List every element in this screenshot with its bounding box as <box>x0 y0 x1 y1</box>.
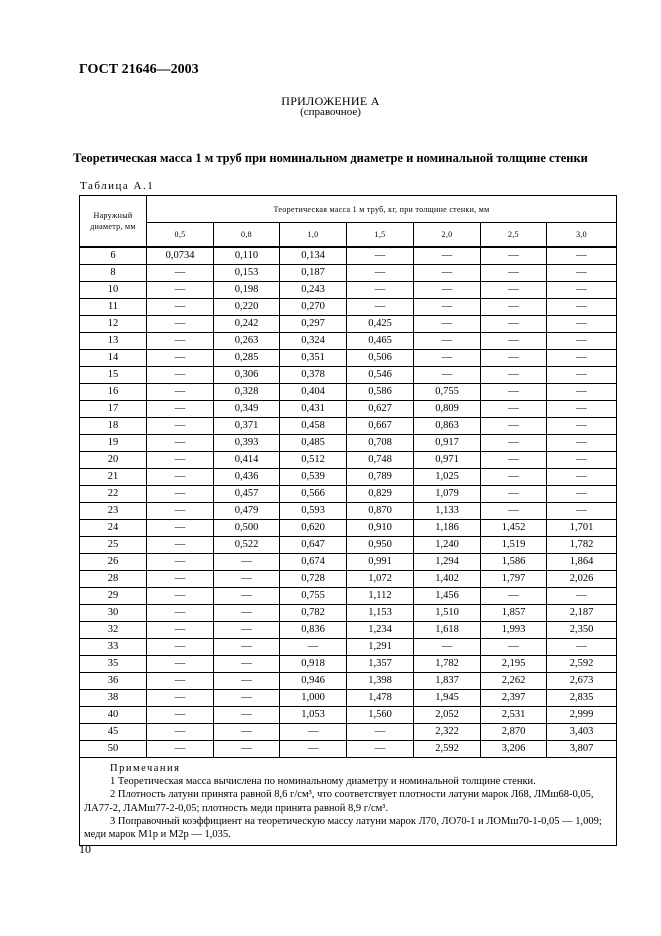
mass-cell: — <box>481 401 547 418</box>
diameter-cell: 33 <box>80 639 147 656</box>
mass-cell: — <box>547 435 617 452</box>
mass-cell: — <box>147 724 214 741</box>
mass-cell: — <box>414 299 481 316</box>
mass-cell: 1,945 <box>414 690 481 707</box>
mass-cell: — <box>547 384 617 401</box>
mass-cell: — <box>147 452 214 469</box>
mass-cell: 0,863 <box>414 418 481 435</box>
mass-cell: — <box>414 350 481 367</box>
mass-cell: 0,512 <box>280 452 347 469</box>
diameter-cell: 12 <box>80 316 147 333</box>
mass-cell: — <box>214 605 280 622</box>
mass-cell: — <box>481 418 547 435</box>
mass-cell: — <box>147 265 214 282</box>
table-row <box>80 673 617 690</box>
mass-cell: 1,586 <box>481 554 547 571</box>
thickness-header: 0,8 <box>214 223 280 248</box>
mass-cell: 0,782 <box>280 605 347 622</box>
mass-cell: 0,946 <box>280 673 347 690</box>
mass-cell: 1,456 <box>414 588 481 605</box>
mass-cell: 3,807 <box>547 741 617 758</box>
table-row <box>80 486 617 503</box>
mass-cell: — <box>547 299 617 316</box>
mass-cell: — <box>347 724 414 741</box>
mass-cell: — <box>147 316 214 333</box>
diameter-cell: 28 <box>80 571 147 588</box>
mass-cell: 0,789 <box>347 469 414 486</box>
table-row <box>80 537 617 554</box>
table-row <box>80 316 617 333</box>
mass-cell: 2,531 <box>481 707 547 724</box>
mass-cell: 0,110 <box>214 247 280 265</box>
mass-cell: — <box>214 707 280 724</box>
mass-cell: 0,910 <box>347 520 414 537</box>
mass-cell: 1,072 <box>347 571 414 588</box>
mass-cell: — <box>481 588 547 605</box>
mass-cell: — <box>481 367 547 384</box>
mass-cell: — <box>414 333 481 350</box>
mass-cell: — <box>414 367 481 384</box>
mass-cell: — <box>147 282 214 299</box>
mass-cell: 0,539 <box>280 469 347 486</box>
diameter-cell: 6 <box>80 247 147 265</box>
mass-cell: — <box>147 673 214 690</box>
thickness-header: 2,5 <box>481 223 547 248</box>
mass-cell: — <box>547 503 617 520</box>
table-row <box>80 299 617 316</box>
note-item: 3 Поправочный коэффициент на теоретическую массу латуни марок Л70, ЛО70-1 и ЛОМш70-1-0,05 — 1,009; меди марок М1р и М2р — 1,035. <box>84 815 602 841</box>
mass-cell: 1,452 <box>481 520 547 537</box>
mass-cell: 0,755 <box>280 588 347 605</box>
mass-cell: 1,782 <box>414 656 481 673</box>
mass-cell: — <box>280 741 347 758</box>
mass-cell: 0,667 <box>347 418 414 435</box>
standard-header: ГОСТ 21646—2003 <box>79 62 199 77</box>
mass-cell: 0,506 <box>347 350 414 367</box>
mass-cell: 2,262 <box>481 673 547 690</box>
mass-cell: 0,263 <box>214 333 280 350</box>
mass-cell: — <box>147 571 214 588</box>
mass-cell: 0,349 <box>214 401 280 418</box>
mass-cell: 0,378 <box>280 367 347 384</box>
table-row <box>80 622 617 639</box>
mass-cell: 0,198 <box>214 282 280 299</box>
mass-cell: — <box>347 265 414 282</box>
mass-cell: 3,403 <box>547 724 617 741</box>
diameter-cell: 22 <box>80 486 147 503</box>
mass-cell: — <box>481 350 547 367</box>
mass-cell: — <box>481 503 547 520</box>
mass-cell: 1,782 <box>547 537 617 554</box>
mass-cell: — <box>214 724 280 741</box>
mass-cell: 0,134 <box>280 247 347 265</box>
document-title: Теоретическая масса 1 м труб при номинальном диаметре и номинальной толщине стенки <box>73 151 588 165</box>
table-row <box>80 265 617 282</box>
table-row <box>80 741 617 758</box>
table-row <box>80 503 617 520</box>
mass-cell: 0,755 <box>414 384 481 401</box>
mass-cell: 0,220 <box>214 299 280 316</box>
table-row <box>80 282 617 299</box>
mass-cell: 0,436 <box>214 469 280 486</box>
diameter-cell: 21 <box>80 469 147 486</box>
note-item: 2 Плотность латуни принята равной 8,6 г/см³, что соответствует плотности латуни марок Л68, ЛМш68-0,05, ЛА77-2, ЛАМш77-2-0,05; плотность меди принята равной 8,9 г/см³. <box>84 789 594 814</box>
table-row <box>80 435 617 452</box>
mass-cell: 3,206 <box>481 741 547 758</box>
mass-cell: 0,153 <box>214 265 280 282</box>
mass-cell: 0,458 <box>280 418 347 435</box>
table-row <box>80 520 617 537</box>
mass-cell: — <box>481 316 547 333</box>
mass-cell: 0,546 <box>347 367 414 384</box>
mass-cell: — <box>481 282 547 299</box>
mass-cell: — <box>481 247 547 265</box>
mass-cell: — <box>147 520 214 537</box>
mass-cell: 0,971 <box>414 452 481 469</box>
mass-cell: — <box>147 656 214 673</box>
mass-cell: 0,243 <box>280 282 347 299</box>
appendix-title: ПРИЛОЖЕНИЕ А <box>281 94 380 108</box>
table-row <box>80 707 617 724</box>
mass-cell: 2,999 <box>547 707 617 724</box>
mass-cell: — <box>481 435 547 452</box>
note-item: 1 Теоретическая масса вычислена по номинальному диаметру и номинальной толщине стенки. <box>110 776 536 788</box>
diameter-cell: 13 <box>80 333 147 350</box>
mass-cell: — <box>547 639 617 656</box>
mass-cell: — <box>347 741 414 758</box>
diameter-cell: 8 <box>80 265 147 282</box>
mass-cell: — <box>147 503 214 520</box>
mass-cell: 0,708 <box>347 435 414 452</box>
mass-cell: 0,404 <box>280 384 347 401</box>
mass-cell: — <box>147 605 214 622</box>
mass-cell: — <box>147 588 214 605</box>
mass-cell: — <box>347 247 414 265</box>
diameter-cell: 40 <box>80 707 147 724</box>
mass-cell: 1,357 <box>347 656 414 673</box>
mass-cell: 1,291 <box>347 639 414 656</box>
mass-cell: 1,153 <box>347 605 414 622</box>
mass-cell: — <box>547 486 617 503</box>
mass-cell: 2,187 <box>547 605 617 622</box>
mass-cell: 2,870 <box>481 724 547 741</box>
mass-cell: 2,592 <box>414 741 481 758</box>
mass-cell: 0,414 <box>214 452 280 469</box>
mass-cell: — <box>547 333 617 350</box>
mass-cell: — <box>147 622 214 639</box>
diameter-cell: 26 <box>80 554 147 571</box>
mass-cell: 0,917 <box>414 435 481 452</box>
table-row <box>80 452 617 469</box>
mass-cell: 0,297 <box>280 316 347 333</box>
mass-cell: — <box>214 656 280 673</box>
mass-cell: — <box>214 622 280 639</box>
appendix-subtitle: (справочное) <box>300 106 361 118</box>
table-row <box>80 554 617 571</box>
mass-cell: — <box>414 282 481 299</box>
mass-cell: 1,079 <box>414 486 481 503</box>
mass-cell: 0,457 <box>214 486 280 503</box>
mass-cell: 1,000 <box>280 690 347 707</box>
mass-cell: 1,857 <box>481 605 547 622</box>
mass-cell: 1,234 <box>347 622 414 639</box>
mass-cell: 0,809 <box>414 401 481 418</box>
table-row <box>80 724 617 741</box>
diameter-cell: 14 <box>80 350 147 367</box>
diameter-cell: 16 <box>80 384 147 401</box>
mass-cell: 0,918 <box>280 656 347 673</box>
diameter-cell: 32 <box>80 622 147 639</box>
thickness-header: 1,0 <box>280 223 347 248</box>
mass-cell: 1,133 <box>414 503 481 520</box>
mass-cell: — <box>481 452 547 469</box>
mass-cell: — <box>481 486 547 503</box>
mass-cell: 1,519 <box>481 537 547 554</box>
mass-cell: — <box>414 265 481 282</box>
mass-cell: 1,478 <box>347 690 414 707</box>
table-row <box>80 418 617 435</box>
mass-cell: — <box>547 247 617 265</box>
diameter-cell: 24 <box>80 520 147 537</box>
table-label: Таблица А.1 <box>80 180 155 192</box>
mass-cell: 1,837 <box>414 673 481 690</box>
mass-cell: — <box>147 741 214 758</box>
mass-cell: — <box>147 401 214 418</box>
notes-heading: Примечания <box>110 763 181 774</box>
mass-group-header: Теоретическая масса 1 м труб, кг, при толщине стенки, мм <box>147 196 617 223</box>
table-row <box>80 639 617 656</box>
mass-cell: — <box>147 384 214 401</box>
table-row <box>80 690 617 707</box>
mass-cell: — <box>547 316 617 333</box>
mass-cell: — <box>147 418 214 435</box>
diameter-cell: 35 <box>80 656 147 673</box>
mass-cell: 0,0734 <box>147 247 214 265</box>
mass-cell: 2,195 <box>481 656 547 673</box>
mass-cell: — <box>481 469 547 486</box>
mass-cell: 0,991 <box>347 554 414 571</box>
mass-cell: — <box>214 639 280 656</box>
mass-cell: 0,465 <box>347 333 414 350</box>
mass-cell: — <box>547 367 617 384</box>
diameter-cell: 15 <box>80 367 147 384</box>
thickness-header: 1,5 <box>347 223 414 248</box>
diameter-cell: 30 <box>80 605 147 622</box>
mass-cell: 0,270 <box>280 299 347 316</box>
mass-cell: — <box>414 639 481 656</box>
mass-cell: 0,431 <box>280 401 347 418</box>
mass-cell: 0,836 <box>280 622 347 639</box>
mass-cell: 2,397 <box>481 690 547 707</box>
mass-cell: — <box>547 418 617 435</box>
mass-cell: — <box>547 452 617 469</box>
mass-cell: 0,522 <box>214 537 280 554</box>
mass-cell: 0,748 <box>347 452 414 469</box>
mass-cell: 1,398 <box>347 673 414 690</box>
mass-cell: 1,993 <box>481 622 547 639</box>
mass-cell: — <box>547 469 617 486</box>
notes-block <box>80 758 617 846</box>
table-row <box>80 367 617 384</box>
diameter-cell: 50 <box>80 741 147 758</box>
diameter-cell: 19 <box>80 435 147 452</box>
mass-cell: 0,647 <box>280 537 347 554</box>
mass-cell: 1,510 <box>414 605 481 622</box>
mass-cell: 0,351 <box>280 350 347 367</box>
mass-cell: 0,950 <box>347 537 414 554</box>
diameter-cell: 18 <box>80 418 147 435</box>
mass-cell: — <box>481 333 547 350</box>
mass-cell: — <box>147 469 214 486</box>
mass-cell: 0,620 <box>280 520 347 537</box>
diameter-cell: 29 <box>80 588 147 605</box>
mass-cell: 0,485 <box>280 435 347 452</box>
mass-cell: 1,053 <box>280 707 347 724</box>
mass-cell: — <box>547 265 617 282</box>
mass-cell: — <box>547 588 617 605</box>
mass-cell: — <box>414 247 481 265</box>
table-row <box>80 571 617 588</box>
mass-cell: — <box>147 350 214 367</box>
table-row <box>80 469 617 486</box>
table-row <box>80 350 617 367</box>
mass-cell: — <box>280 724 347 741</box>
mass-cell: 0,728 <box>280 571 347 588</box>
table-row <box>80 333 617 350</box>
table-row <box>80 605 617 622</box>
diameter-cell: 11 <box>80 299 147 316</box>
mass-cell: 0,829 <box>347 486 414 503</box>
mass-cell: — <box>481 639 547 656</box>
mass-cell: — <box>481 384 547 401</box>
mass-cell: — <box>214 554 280 571</box>
mass-cell: 1,240 <box>414 537 481 554</box>
table-row <box>80 588 617 605</box>
mass-cell: 0,566 <box>280 486 347 503</box>
diameter-cell: 36 <box>80 673 147 690</box>
mass-cell: 2,592 <box>547 656 617 673</box>
mass-cell: 1,112 <box>347 588 414 605</box>
mass-cell: — <box>214 690 280 707</box>
mass-cell: — <box>481 299 547 316</box>
diameter-cell: 25 <box>80 537 147 554</box>
mass-cell: — <box>547 401 617 418</box>
diameter-cell: 17 <box>80 401 147 418</box>
mass-cell: — <box>214 588 280 605</box>
mass-cell: 1,294 <box>414 554 481 571</box>
mass-cell: 2,052 <box>414 707 481 724</box>
mass-cell: 0,187 <box>280 265 347 282</box>
mass-cell: 2,026 <box>547 571 617 588</box>
table-row <box>80 384 617 401</box>
mass-cell: — <box>147 486 214 503</box>
mass-cell: 0,242 <box>214 316 280 333</box>
mass-cell: 0,425 <box>347 316 414 333</box>
mass-cell: — <box>547 350 617 367</box>
mass-cell: — <box>147 707 214 724</box>
thickness-header: 0,5 <box>147 223 214 248</box>
table-row <box>80 401 617 418</box>
mass-cell: — <box>147 367 214 384</box>
mass-cell: 1,701 <box>547 520 617 537</box>
mass-cell: 1,025 <box>414 469 481 486</box>
mass-cell: 2,673 <box>547 673 617 690</box>
diameter-cell: 45 <box>80 724 147 741</box>
diameter-cell: 23 <box>80 503 147 520</box>
mass-cell: 1,402 <box>414 571 481 588</box>
mass-cell: — <box>214 571 280 588</box>
mass-table <box>79 195 617 846</box>
mass-cell: 0,500 <box>214 520 280 537</box>
mass-cell: — <box>147 435 214 452</box>
mass-cell: 0,674 <box>280 554 347 571</box>
mass-cell: 1,797 <box>481 571 547 588</box>
mass-cell: 0,393 <box>214 435 280 452</box>
mass-cell: 0,285 <box>214 350 280 367</box>
mass-cell: — <box>147 554 214 571</box>
mass-cell: 0,306 <box>214 367 280 384</box>
mass-cell: — <box>214 741 280 758</box>
mass-cell: — <box>347 299 414 316</box>
mass-cell: 0,371 <box>214 418 280 435</box>
mass-cell: 1,864 <box>547 554 617 571</box>
mass-cell: 1,560 <box>347 707 414 724</box>
mass-cell: 0,479 <box>214 503 280 520</box>
mass-cell: 2,322 <box>414 724 481 741</box>
table-row <box>80 656 617 673</box>
diameter-cell: 20 <box>80 452 147 469</box>
thickness-header: 2,0 <box>414 223 481 248</box>
mass-cell: 2,350 <box>547 622 617 639</box>
diameter-cell: 10 <box>80 282 147 299</box>
mass-cell: 0,593 <box>280 503 347 520</box>
mass-cell: — <box>414 316 481 333</box>
mass-cell: 0,870 <box>347 503 414 520</box>
mass-cell: — <box>147 639 214 656</box>
mass-cell: — <box>147 333 214 350</box>
mass-cell: — <box>147 690 214 707</box>
mass-cell: — <box>347 282 414 299</box>
mass-cell: — <box>280 639 347 656</box>
mass-cell: 1,186 <box>414 520 481 537</box>
diameter-cell: 38 <box>80 690 147 707</box>
table-row <box>80 247 617 265</box>
page-number: 10 <box>79 842 91 856</box>
mass-cell: 2,835 <box>547 690 617 707</box>
mass-cell: 0,328 <box>214 384 280 401</box>
mass-cell: 0,627 <box>347 401 414 418</box>
mass-cell: — <box>147 299 214 316</box>
diameter-header: Наружный диаметр, мм <box>80 196 147 248</box>
mass-cell: 0,324 <box>280 333 347 350</box>
thickness-header: 3,0 <box>547 223 617 248</box>
mass-cell: — <box>147 537 214 554</box>
mass-cell: 0,586 <box>347 384 414 401</box>
mass-cell: 1,618 <box>414 622 481 639</box>
mass-cell: — <box>214 673 280 690</box>
mass-cell: — <box>481 265 547 282</box>
mass-cell: — <box>547 282 617 299</box>
